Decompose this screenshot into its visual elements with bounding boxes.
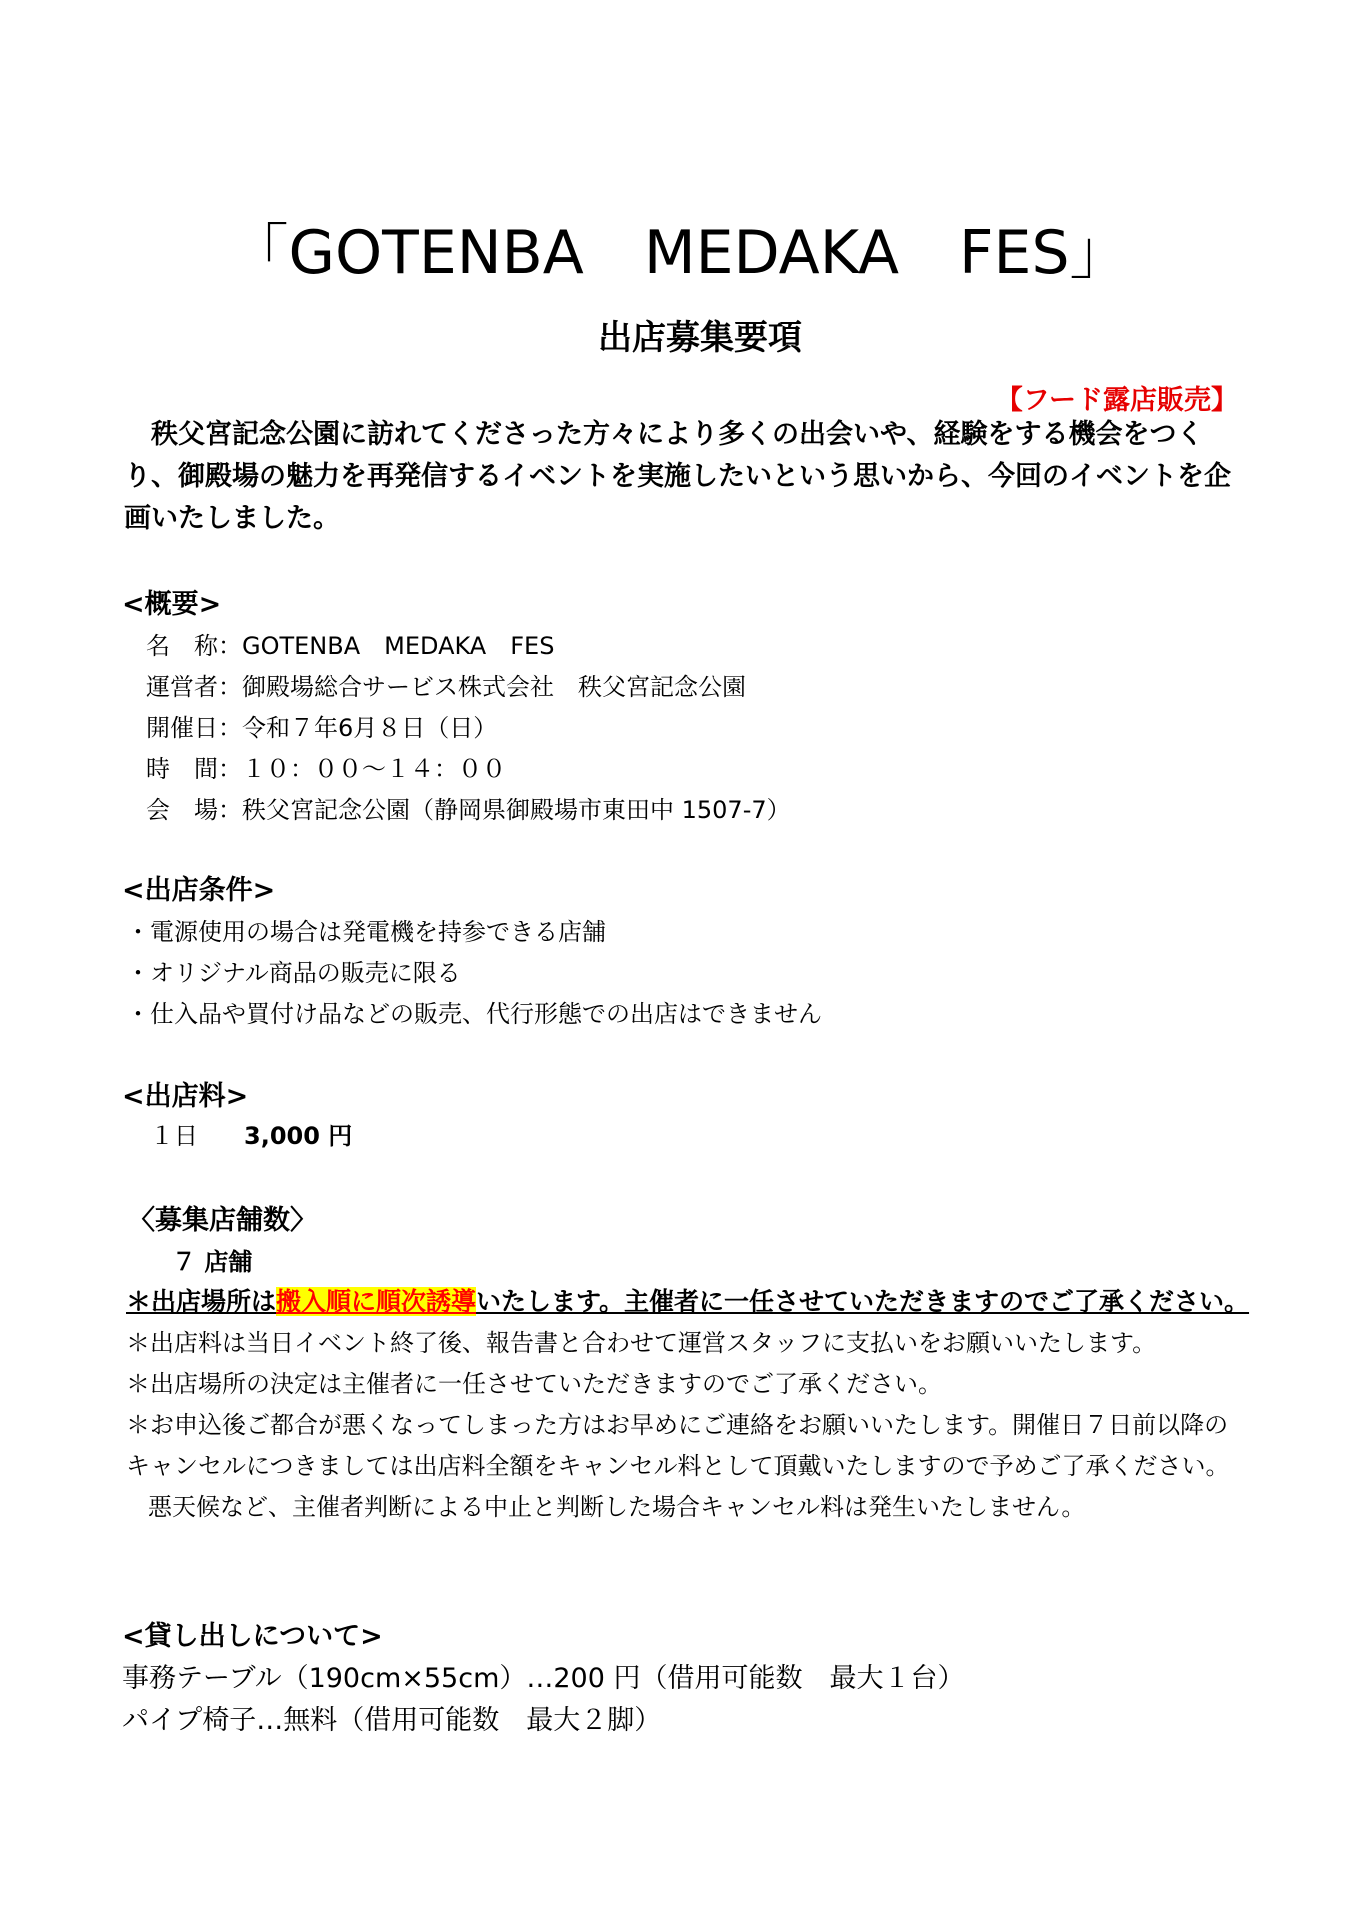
overview-time: 時 間：１０：００～１４：００ xyxy=(146,755,506,783)
condition-item: ・オリジナル商品の販売に限る xyxy=(126,959,461,987)
intro-paragraph: 秩父宮記念公園に訪れてくださった方々により多くの出会いや、経験をする機会をつくり、御殿場の魅力を再発信するイベントを実施したいという思いから、今回のイベントを企画いたしました。 xyxy=(124,419,1231,534)
fee-heading: <出店料> xyxy=(122,1081,249,1112)
conditions-heading: <出店条件> xyxy=(122,875,276,906)
category-tag: 【フード露店販売】 xyxy=(995,385,1238,416)
recruit-note-placement xyxy=(126,1282,1249,1318)
overview-organizer: 運営者：御殿場総合サービス株式会社 秩父宮記念公園 xyxy=(146,673,746,701)
recruit-heading: 〈募集店舗数〉 xyxy=(128,1205,317,1236)
rental-table: 事務テーブル（190cm×55cm）…200 円（借用可能数 最大１台） xyxy=(122,1663,965,1694)
condition-item: ・仕入品や買付け品などの販売、代行形態での出店はできません xyxy=(126,1000,822,1028)
note-text: ＊出店場所は xyxy=(126,1287,277,1316)
overview-venue: 会 場：秩父宮記念公園（静岡県御殿場市東田中 1507-7） xyxy=(146,796,791,824)
recruit-note-payment: ＊出店料は当日イベント終了後、報告書と合わせて運営スタッフに支払いをお願いいたします。 xyxy=(126,1329,1157,1357)
highlighted-text: 搬入順に順次誘導 xyxy=(276,1287,477,1316)
recruit-count: ７ 店舗 xyxy=(172,1248,253,1276)
fee-days: １日 xyxy=(150,1122,198,1150)
fee-amount: 3,000 円 xyxy=(244,1122,353,1150)
note-text: いたします。主催者に一任させていただきますのでご了承ください。 xyxy=(476,1287,1250,1316)
overview-heading: <概要> xyxy=(122,589,222,620)
recruit-note-location: ＊出店場所の決定は主催者に一任させていただきますのでご了承ください。 xyxy=(126,1370,942,1398)
condition-item: ・電源使用の場合は発電機を持参できる店舗 xyxy=(126,918,606,946)
overview-date: 開催日：令和７年6月８日（日） xyxy=(146,714,498,742)
recruit-note-cancel: ＊お申込後ご都合が悪くなってしまった方はお早めにご連絡をお願いいたします。開催日７日前以降の xyxy=(126,1411,1229,1439)
overview-name: 名 称：GOTENBA MEDAKA FES xyxy=(146,632,555,660)
recruit-note-weather: 悪天候など、主催者判断による中止と判断した場合キャンセル料は発生いたしません。 xyxy=(148,1493,1086,1521)
rental-chair: パイプ椅子…無料（借用可能数 最大２脚） xyxy=(122,1705,662,1736)
page-title: 「GOTENBA MEDAKA FES」 xyxy=(228,218,1130,288)
rental-heading: <貸し出しについて> xyxy=(122,1621,383,1652)
recruit-note-cancel-cont: キャンセルにつきましては出店料全額をキャンセル料として頂戴いたしますので予めご了承ください。 xyxy=(126,1452,1230,1480)
page-subtitle: 出店募集要項 xyxy=(598,318,802,358)
